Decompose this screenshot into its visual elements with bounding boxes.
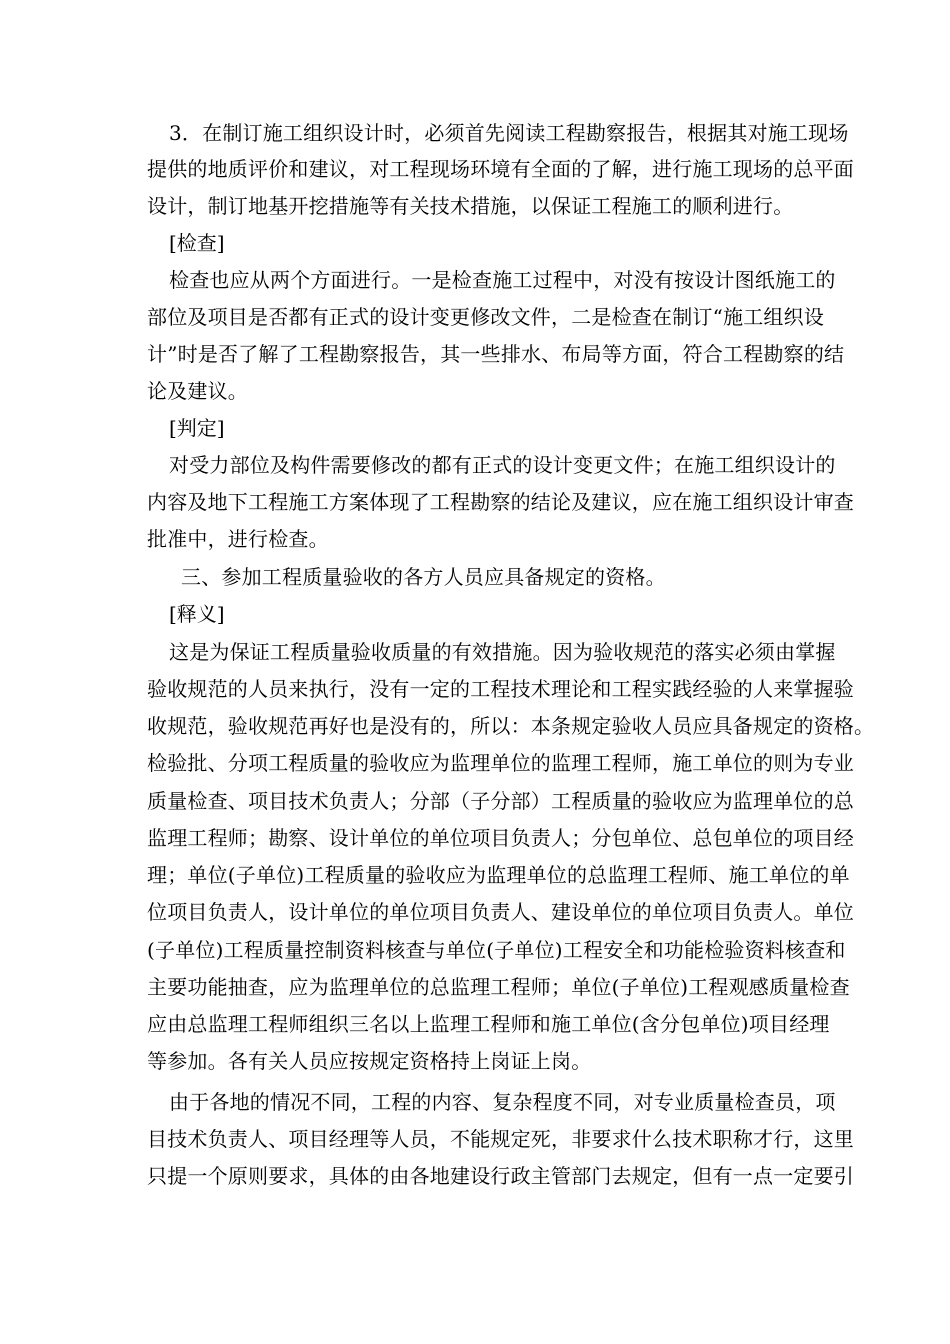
label-judge: [判定] (169, 416, 225, 440)
paragraph-judge-line-2: 内容及地下工程施工方案体现了工程勘察的结论及建议，应在施工组织设计审查 (147, 490, 854, 514)
paragraph-check-line-4: 论及建议。 (147, 379, 248, 403)
paragraph-last-line-3: 只提一个原则要求，具体的由各地建设行政主管部门去规定，但有一点一定要引 (147, 1164, 854, 1188)
paragraph-explain-line-2: 验收规范的人员来执行，没有一定的工程技术理论和工程实践经验的人来掌握验 (147, 677, 854, 701)
paragraph-check-line-2: 部位及项目是否都有正式的设计变更修改文件，二是检查在制订“施工组织设 (147, 305, 825, 329)
paragraph-1-line-1: 3．在制订施工组织设计时，必须首先阅读工程勘察报告，根据其对施工现场 (169, 121, 849, 145)
paragraph-explain-line-10: 主要功能抽查，应为监理单位的总监理工程师；单位(子单位)工程观感质量检查 (147, 975, 850, 999)
paragraph-1-line-2: 提供的地质评价和建议，对工程现场环境有全面的了解，进行施工现场的总平面 (147, 157, 854, 181)
paragraph-1-line-3: 设计，制订地基开挖措施等有关技术措施，以保证工程施工的顺利进行。 (147, 194, 794, 218)
paragraph-check-line-3: 计”时是否了解了工程勘察报告，其一些排水、布局等方面，符合工程勘察的结 (147, 342, 845, 366)
section-three-heading: 三、参加工程质量验收的各方人员应具备规定的资格。 (181, 565, 666, 589)
paragraph-explain-line-11: 应由总监理工程师组织三名以上监理工程师和施工单位(含分包单位)项目经理 (147, 1012, 830, 1036)
paragraph-explain-line-3: 收规范，验收规范再好也是没有的，所以：本条规定验收人员应具备规定的资格。 (147, 714, 875, 738)
paragraph-judge-line-3: 批准中，进行检查。 (147, 527, 329, 551)
paragraph-explain-line-5: 质量检查、项目技术负责人；分部（子分部）工程质量的验收应为监理单位的总 (147, 789, 854, 813)
paragraph-explain-line-1: 这是为保证工程质量验收质量的有效措施。因为验收规范的落实必须由掌握 (169, 640, 836, 664)
paragraph-last-line-1: 由于各地的情况不同，工程的内容、复杂程度不同，对专业质量检查员，项 (169, 1090, 836, 1114)
paragraph-last-line-2: 目技术负责人、项目经理等人员，不能规定死，非要求什么技术职称才行，这里 (147, 1127, 854, 1151)
label-explain: [释义] (169, 602, 225, 626)
paragraph-explain-line-12: 等参加。各有关人员应按规定资格持上岗证上岗。 (147, 1049, 592, 1073)
paragraph-explain-line-6: 监理工程师；勘察、设计单位的单位项目负责人；分包单位、总包单位的项目经 (147, 826, 854, 850)
paragraph-judge-line-1: 对受力部位及构件需要修改的都有正式的设计变更文件；在施工组织设计的 (169, 453, 836, 477)
paragraph-explain-line-9: (子单位)工程质量控制资料核查与单位(子单位)工程安全和功能检验资料核查和 (147, 938, 846, 962)
paragraph-check-line-1: 检查也应从两个方面进行。一是检查施工过程中，对没有按设计图纸施工的 (169, 268, 836, 292)
paragraph-explain-line-4: 检验批、分项工程质量的验收应为监理单位的监理工程师，施工单位的则为专业 (147, 751, 854, 775)
label-check: [检查] (169, 231, 225, 255)
paragraph-explain-line-7: 理；单位(子单位)工程质量的验收应为监理单位的总监理工程师、施工单位的单 (147, 863, 850, 887)
paragraph-explain-line-8: 位项目负责人，设计单位的单位项目负责人、建设单位的单位项目负责人。单位 (147, 900, 854, 924)
